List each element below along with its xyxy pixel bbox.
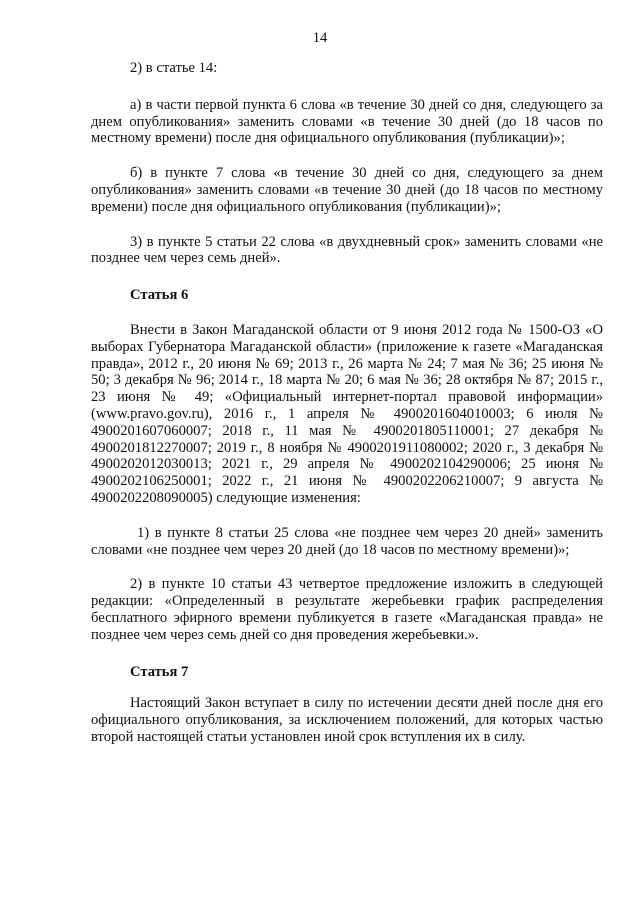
article6-intro: Внести в Закон Магаданской области от 9 июня 2012 года № 1500-ОЗ «О выборах Губернатора Магаданской области» (приложение к газете «Магаданская правда», 2012 г., 20 июня № 69; 2013 г., 26 марта № 24; 7 мая № 36; 25 июня № 50; 3 декабря № 96; 2014 г., 18 марта № 20; 6 мая № 36; 28 октября № 87; 2015 г., 23 июня № 49; «Официальный интернет-портал правовой информации» (www.pravo.gov.ru), 2016 г., 1 апреля № 4900201604010003; 6 июля № 4900201607060007; 2018 г., 11 мая № 4900201805110001; 27 декабря № 4900201812270007; 2019 г., 8 ноября № 4900201911080002; 2020 г., 3 декабря № 4900202012030013; 2021 г., 29 апреля № 4900202104290006; 25 июня № 4900202106250001; 2022 г., 21 июня № 4900202206210007; 9 августа № 4900202208090005) следующие изменения: [91,321,603,506]
article7-text: Настоящий Закон вступает в силу по истечении десяти дней после дня его официального опубликования, за исключением положений, для которых частью второй настоящей статьи установлен иной срок вступления их в силу. [91,695,603,745]
article6-heading: Статья 6 [130,287,189,304]
page-number: 14 [312,30,328,46]
article7-heading: Статья 7 [130,663,189,680]
article5-item2-a: а) в части первой пункта 6 слова «в течение 30 дней со дня, следующего за днем опубликования» заменить словами «в течение 30 дней (до 18 часов по местному времени) после дня официального опубликования (публикации)»; [91,96,603,147]
article6-item1: 1) в пункте 8 статьи 25 слова «не позднее чем через 20 дней» заменить словами «не позднее чем через 20 дней (до 18 часов по местному времени)»; [91,524,603,558]
article6-item2: 2) в пункте 10 статьи 43 четвертое предложение изложить в следующей редакции: «Определенный в результате жеребьевки график распределения бесплатного эфирного времени публикуется в газете «Магаданская правда» не позднее чем через семь дней со дня проведения жеребьевки.». [91,576,603,643]
document-body [91,60,603,746]
article5-item3: 3) в пункте 5 статьи 22 слова «в двухдневный срок» заменить словами «не позднее чем через семь дней». [91,233,603,267]
article5-item2-intro: 2) в статье 14: [130,60,218,76]
article5-item2-b: б) в пункте 7 слова «в течение 30 дней со дня, следующего за днем опубликования» заменить словами «в течение 30 дней (до 18 часов по местному времени) после дня официального опубликования (публикации)»; [91,165,603,215]
